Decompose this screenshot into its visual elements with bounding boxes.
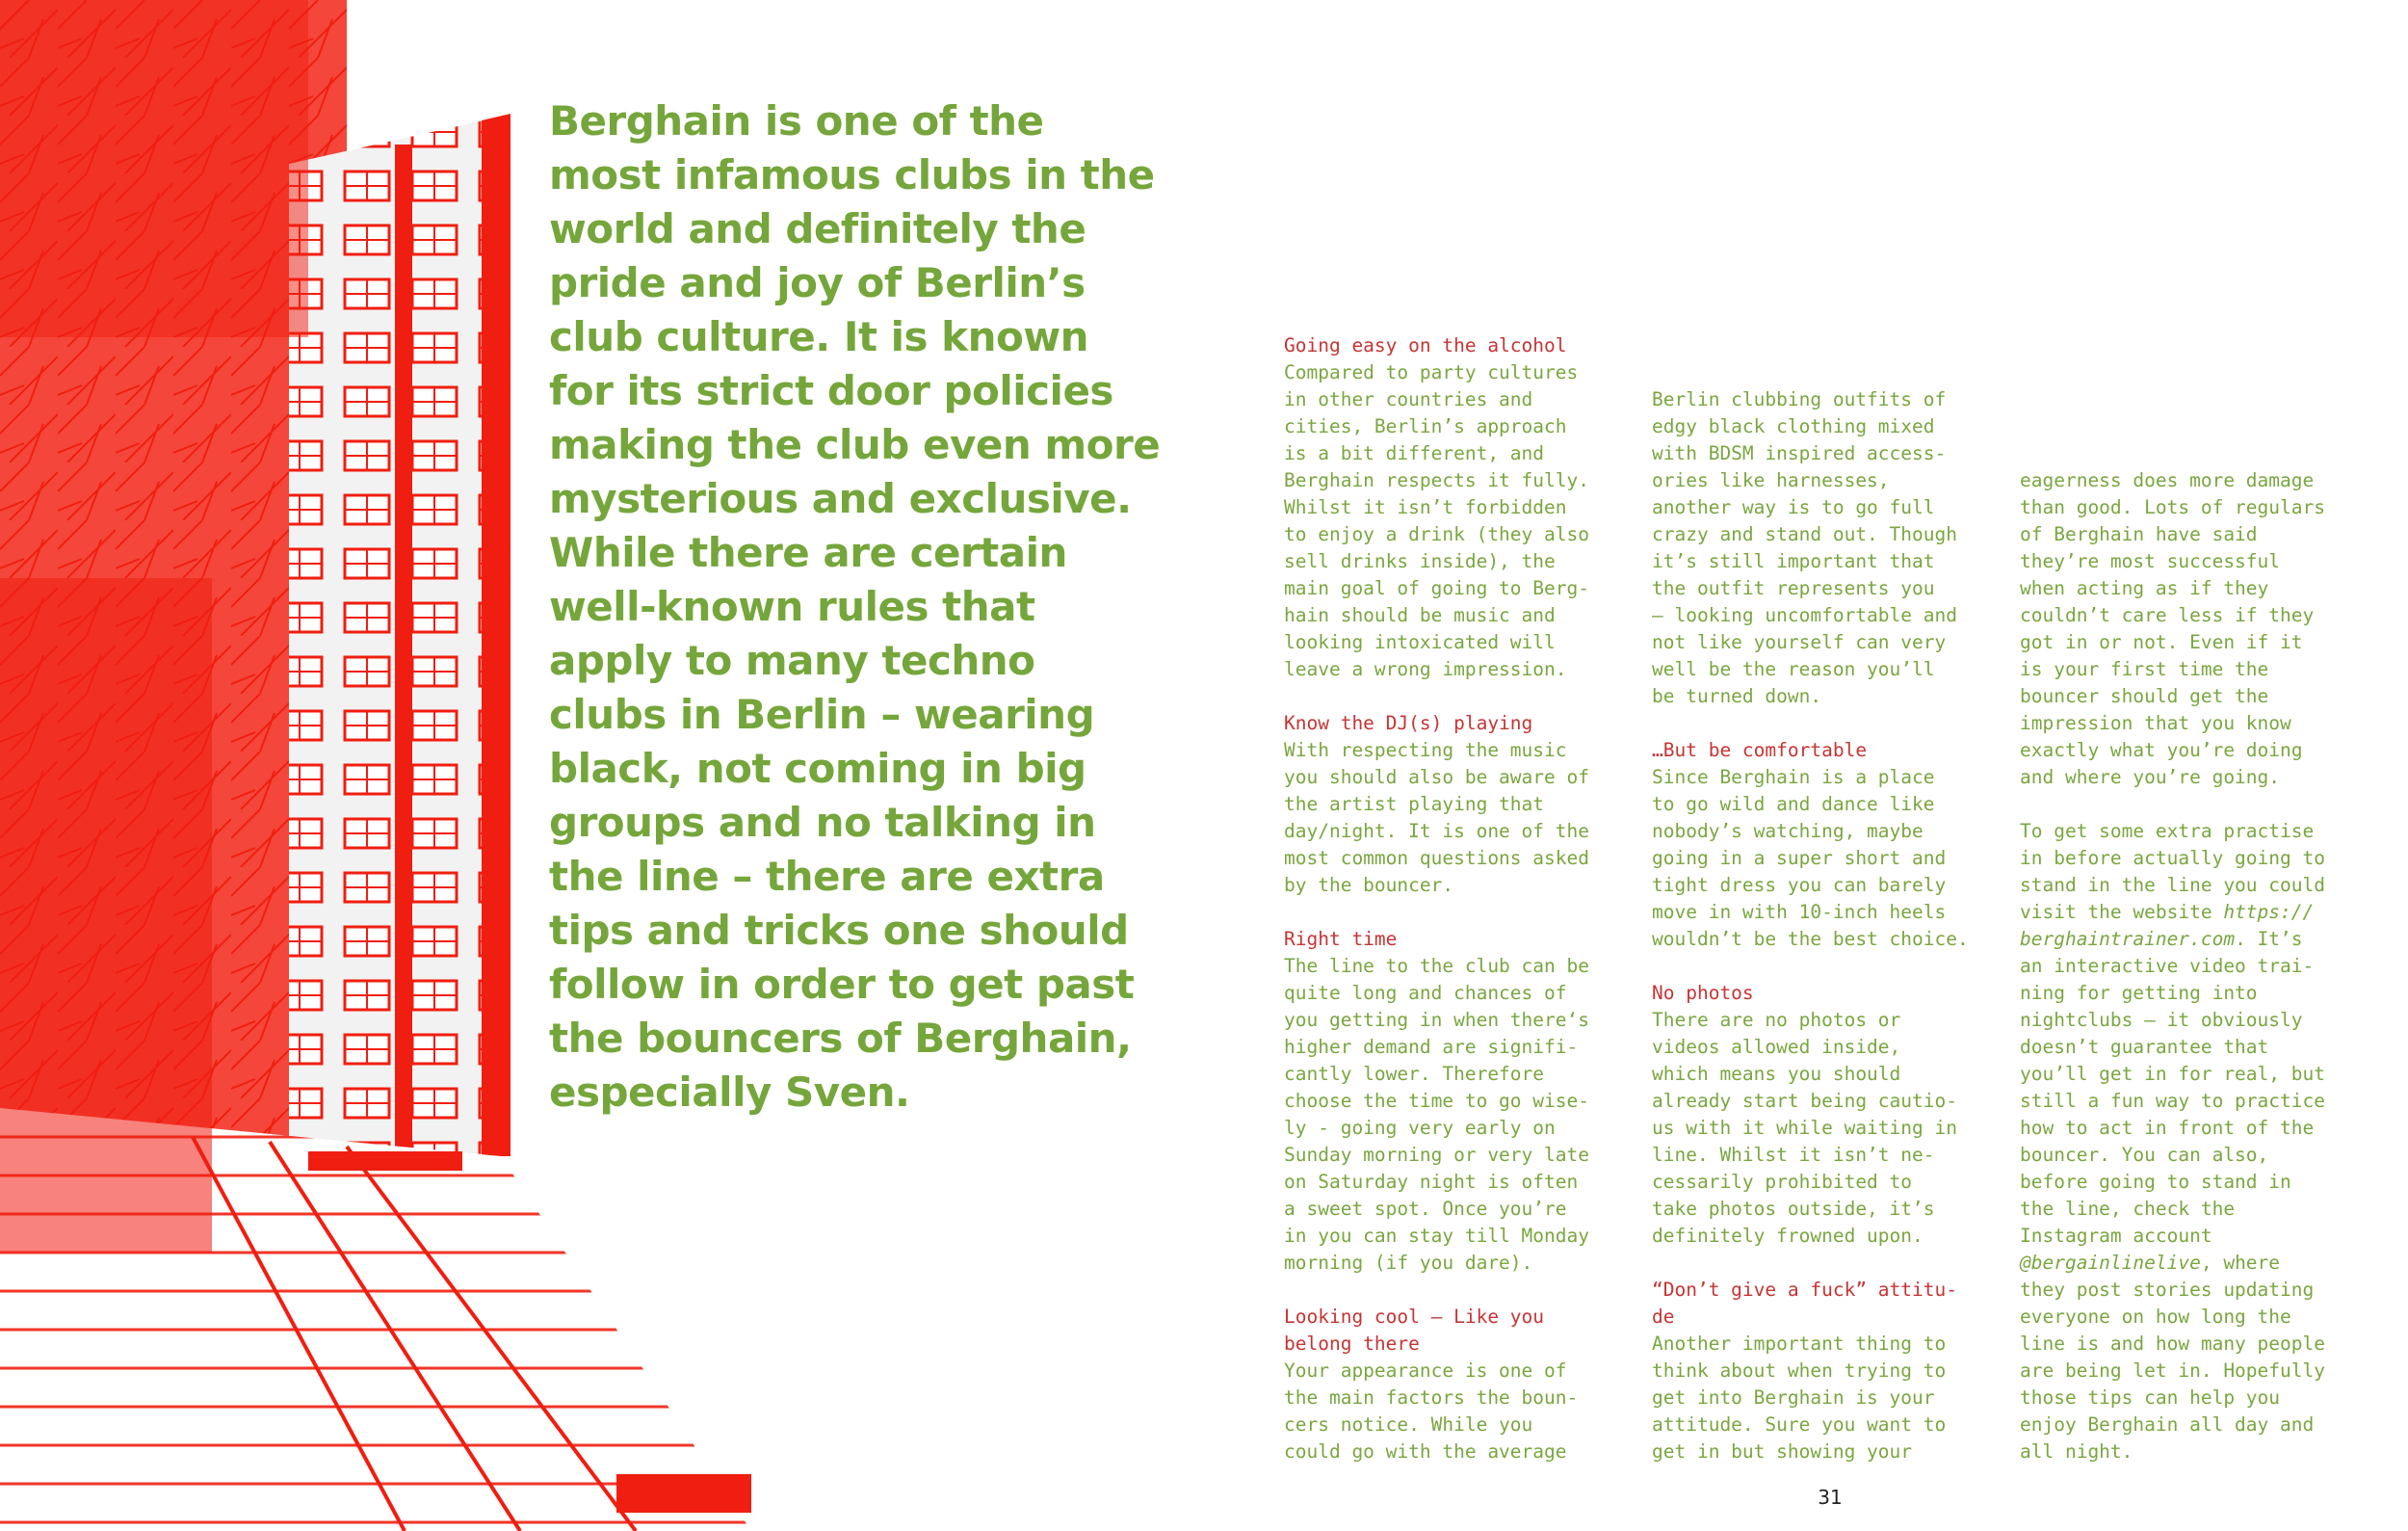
text-line: it’s still important that: [1652, 550, 1935, 572]
section-heading-line: Know the DJ(s) playing: [1284, 712, 1533, 734]
text-line: they’re most successful: [2020, 550, 2281, 572]
text-line: videos allowed inside,: [1652, 1036, 1901, 1058]
text-line: are being let in. Hopefully: [2020, 1359, 2325, 1382]
text-line: line is and how many people: [2020, 1333, 2325, 1355]
italic-link-text: berghaintrainer.com: [2020, 928, 2236, 950]
paragraph-gap: [1652, 710, 2013, 737]
text-line: get in but showing your: [1652, 1440, 1913, 1463]
intro-text: Berghain is one of the most infamous clubs in the world and definitely the pride and joy of Berlin’s club culture. It is known for its strict door policies making the club even more mysterious and exclusive. While there are certain well-known rules that apply to many techno clubs in Berlin – wearing black, not coming in big groups and no talking in the line – there are extra tips and tricks one should follow in order to get past the bouncers of Berghain, especially Sven.: [549, 97, 1161, 1116]
text-line: get into Berghain is your: [1652, 1386, 1935, 1409]
text-line: all night.: [2020, 1440, 2133, 1463]
text-line: exactly what you’re doing: [2020, 739, 2303, 761]
text-line: us with it while waiting in: [1652, 1117, 1957, 1139]
text-line: of Berghain have said: [2020, 523, 2258, 545]
text-line: sell drinks inside), the: [1284, 550, 1556, 572]
text-line: definitely frowned upon.: [1652, 1225, 1924, 1247]
paragraph-gap: [1284, 1277, 1645, 1304]
paragraph-gap: [1652, 953, 2013, 980]
text-line: edgy black clothing mixed: [1652, 415, 1935, 437]
text-line: Instagram account: [2020, 1225, 2212, 1247]
text-line: the artist playing that: [1284, 793, 1545, 815]
text-line: Your appearance is one of: [1284, 1359, 1567, 1382]
text-line: bouncer. You can also,: [2020, 1144, 2269, 1166]
text-line: cers notice. While you: [1284, 1413, 1533, 1436]
text-line: line. Whilst it isn’t ne-: [1652, 1144, 1935, 1166]
text-line: is your first time the: [2020, 658, 2269, 680]
section-heading-line: “Don’t give a fuck” attitu-: [1652, 1279, 1957, 1301]
text-line: on Saturday night is often: [1284, 1171, 1579, 1193]
text-line: to enjoy a drink (they also: [1284, 523, 1589, 545]
text-line: going in a super short and: [1652, 847, 1947, 869]
text-line: not like yourself can very: [1652, 631, 1947, 653]
text-line: wouldn’t be the best choice.: [1652, 928, 1969, 950]
text-line: in other countries and: [1284, 388, 1533, 410]
paragraph-gap: [1284, 683, 1645, 710]
paragraph-gap: [2020, 791, 2381, 818]
text-line: is a bit different, and: [1284, 442, 1545, 464]
text-line: than good. Lots of regulars: [2020, 496, 2325, 518]
text-line: in you can stay till Monday: [1284, 1225, 1589, 1247]
text-line: most common questions asked: [1284, 847, 1589, 869]
section-heading-line: No photos: [1652, 982, 1754, 1004]
text-line: hain should be music and: [1284, 604, 1556, 626]
text-line: nobody’s watching, maybe: [1652, 820, 1924, 842]
text-line: visit the website https://: [2020, 901, 2315, 923]
text-line: when acting as if they: [2020, 577, 2269, 599]
text-line: @bergainlinelive, where: [2020, 1252, 2281, 1274]
text-line: Another important thing to: [1652, 1333, 1947, 1355]
text-line: Since Berghain is a place: [1652, 766, 1935, 788]
text-line: well be the reason you’ll: [1652, 658, 1935, 680]
text-column-2: [1652, 386, 2013, 1465]
text-line: higher demand are signifi-: [1284, 1036, 1579, 1058]
text-line: before going to stand in: [2020, 1171, 2291, 1193]
paragraph-gap: [1652, 1250, 2013, 1277]
text-line: berghaintrainer.com. It’s: [2020, 928, 2303, 950]
text-line: couldn’t care less if they: [2020, 604, 2315, 626]
text-line: you should also be aware of: [1284, 766, 1589, 788]
page-number: 31: [1818, 1486, 1843, 1509]
text-line: attitude. Sure you want to: [1652, 1413, 1947, 1436]
text-line: take photos outside, it’s: [1652, 1198, 1935, 1220]
text-line: the outfit represents you: [1652, 577, 1935, 599]
text-line: those tips can help you: [2020, 1386, 2281, 1409]
text-line: still a fun way to practice: [2020, 1090, 2325, 1112]
text-line: cantly lower. Therefore: [1284, 1063, 1545, 1085]
text-line: the line, check the: [2020, 1198, 2236, 1220]
text-line: doesn’t guarantee that: [2020, 1036, 2269, 1058]
text-line: – looking uncomfortable and: [1652, 604, 1957, 626]
text-line: cessarily prohibited to: [1652, 1171, 1913, 1193]
text-line: and where you’re going.: [2020, 766, 2281, 788]
text-line: eagerness does more damage: [2020, 469, 2315, 491]
section-heading-line: belong there: [1284, 1333, 1420, 1355]
section-heading-line: Going easy on the alcohol: [1284, 334, 1567, 356]
text-line: an interactive video trai-: [2020, 955, 2315, 977]
text-line: quite long and chances of: [1284, 982, 1567, 1004]
text-line: think about when trying to: [1652, 1359, 1947, 1382]
text-line: leave a wrong impression.: [1284, 658, 1567, 680]
italic-link-text: @bergainlinelive: [2020, 1252, 2201, 1274]
section-heading-line: Looking cool – Like you: [1284, 1306, 1545, 1328]
text-line: move in with 10-inch heels: [1652, 901, 1947, 923]
text-column-1: [1284, 332, 1645, 1465]
italic-link-text: https://: [2223, 901, 2315, 923]
text-line: There are no photos or: [1652, 1009, 1901, 1031]
text-line: With respecting the music: [1284, 739, 1567, 761]
text-line: bouncer should get the: [2020, 685, 2269, 707]
section-heading-line: de: [1652, 1306, 1675, 1328]
text-line: cities, Berlin’s approach: [1284, 415, 1567, 437]
text-column-3: [2020, 467, 2381, 1465]
text-line: crazy and stand out. Though: [1652, 523, 1957, 545]
section-heading-line: Right time: [1284, 928, 1398, 950]
text-line: impression that you know: [2020, 712, 2291, 734]
text-line: Berlin clubbing outfits of: [1652, 388, 1947, 410]
text-line: To get some extra practise: [2020, 820, 2315, 842]
text-line: morning (if you dare).: [1284, 1252, 1533, 1274]
text-line: a sweet spot. Once you’re: [1284, 1198, 1567, 1220]
text-line: tight dress you can barely: [1652, 874, 1947, 896]
text-line: how to act in front of the: [2020, 1117, 2315, 1139]
intro-paragraph: [549, 94, 1165, 1120]
text-line: main goal of going to Berg-: [1284, 577, 1589, 599]
text-line: you getting in when there‘s: [1284, 1009, 1589, 1031]
text-line: stand in the line you could: [2020, 874, 2325, 896]
text-line: day/night. It is one of the: [1284, 820, 1589, 842]
text-line: another way is to go full: [1652, 496, 1935, 518]
text-line: The line to the club can be: [1284, 955, 1589, 977]
text-line: got in or not. Even if it: [2020, 631, 2303, 653]
text-line: you’ll get in for real, but: [2020, 1063, 2325, 1085]
section-heading-line: …But be comfortable: [1652, 739, 1868, 761]
text-line: the main factors the boun-: [1284, 1386, 1579, 1409]
text-line: to go wild and dance like: [1652, 793, 1935, 815]
text-line: already start being cautio-: [1652, 1090, 1957, 1112]
text-line: Whilst it isn’t forbidden: [1284, 496, 1567, 518]
text-line: ning for getting into: [2020, 982, 2258, 1004]
text-line: ories like harnesses,: [1652, 469, 1890, 491]
text-line: be turned down.: [1652, 685, 1822, 707]
text-line: could go with the average: [1284, 1440, 1567, 1463]
text-line: Sunday morning or very late: [1284, 1144, 1589, 1166]
text-line: ly - going very early on: [1284, 1117, 1556, 1139]
text-line: everyone on how long the: [2020, 1306, 2291, 1328]
text-line: which means you should: [1652, 1063, 1901, 1085]
text-line: they post stories updating: [2020, 1279, 2315, 1301]
text-line: by the bouncer.: [1284, 874, 1454, 896]
text-line: choose the time to go wise-: [1284, 1090, 1589, 1112]
text-line: with BDSM inspired access-: [1652, 442, 1947, 464]
text-line: Compared to party cultures: [1284, 361, 1579, 383]
text-line: Berghain respects it fully.: [1284, 469, 1589, 491]
text-line: enjoy Berghain all day and: [2020, 1413, 2315, 1436]
text-line: in before actually going to: [2020, 847, 2325, 869]
text-line: nightclubs – it obviously: [2020, 1009, 2303, 1031]
text-line: looking intoxicated will: [1284, 631, 1556, 653]
paragraph-gap: [1284, 899, 1645, 926]
